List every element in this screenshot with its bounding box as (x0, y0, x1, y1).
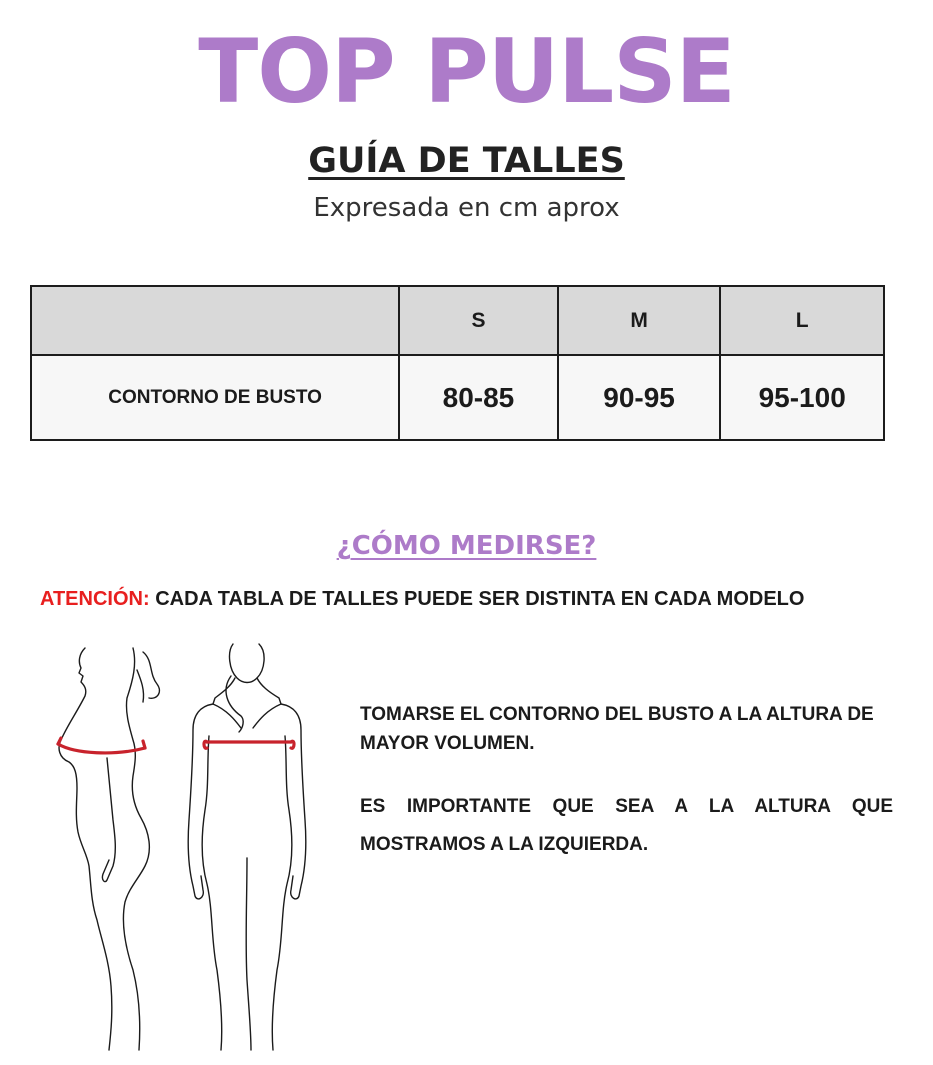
how-to-measure-title-text: ¿CÓMO MEDIRSE? (336, 531, 597, 561)
header-cell-m: M (558, 286, 721, 355)
how-to-measure-title (0, 528, 933, 564)
cell-value-l: 95-100 (720, 355, 884, 440)
table-row (31, 355, 884, 440)
warning-text: CADA TABLA DE TALLES PUEDE SER DISTINTA EN CADA MODELO (155, 588, 805, 610)
side-body-outline-icon (59, 648, 159, 1050)
size-guide-title-text: GUÍA DE TALLES (308, 141, 625, 181)
header-cell-l: L (720, 286, 884, 355)
header-cell-empty (31, 286, 399, 355)
instruction-2: ES IMPORTANTE QUE SEA A LA ALTURA QUE MOSTRAMOS A LA IZQUIERDA. (360, 796, 893, 855)
measuring-tape-line-icon (58, 738, 294, 753)
front-body-outline-icon (188, 644, 306, 1050)
cell-value-s: 80-85 (399, 355, 558, 440)
size-table-header-row (31, 286, 884, 355)
size-guide-title (0, 138, 933, 184)
cell-value-m: 90-95 (558, 355, 721, 440)
warning-label: ATENCIÓN: (40, 588, 150, 610)
body-measurement-illustration (45, 640, 335, 1052)
size-guide-subtitle: Expresada en cm aprox (313, 193, 620, 223)
size-table (30, 285, 885, 441)
brand-title: TOP PULSE (198, 20, 735, 123)
header-cell-s: S (399, 286, 558, 355)
row-label-bust: CONTORNO DE BUSTO (31, 355, 399, 440)
instruction-1: TOMARSE EL CONTORNO DEL BUSTO A LA ALTURA DE MAYOR VOLUMEN. (360, 704, 874, 754)
warning-note (40, 585, 920, 613)
